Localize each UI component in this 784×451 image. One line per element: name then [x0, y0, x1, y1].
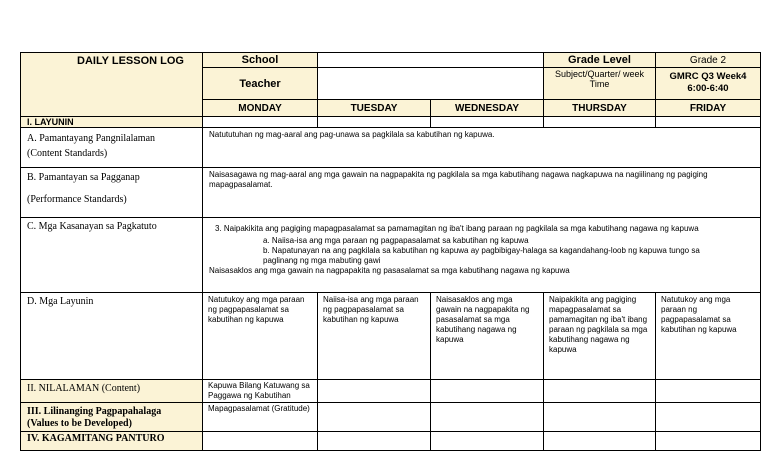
materials-thursday	[543, 431, 656, 451]
objective-monday: Natutukoy ang mga paraan ng pagpapasalamat sa kabutihan ng kapuwa	[202, 292, 318, 380]
objective-tuesday: Naiisa-isa ang mga paraan ng pagpapasalamat sa kabutihan ng kapuwa	[317, 292, 431, 380]
materials-label: IV. KAGAMITANG PANTURO	[20, 431, 203, 451]
day-header-monday: MONDAY	[202, 99, 318, 117]
dll-title: DAILY LESSON LOG	[77, 55, 184, 67]
day-header-wednesday: WEDNESDAY	[430, 99, 544, 117]
content-standards-text: Natututuhan ng mag-aaral ang pag-unawa sa pagkilala sa kabutihan ng kapuwa.	[202, 127, 761, 168]
nilalaman-label: II. NILALAMAN (Content)	[20, 379, 203, 403]
objective-friday: Natutukoy ang mga paraan ng pagpapasalamat sa kabutihan ng kapuwa	[655, 292, 761, 380]
competency-main: 3. Naipakikita ang pagiging mapagpasalamat sa pamamagitan ng iba't ibang paraan ng pagkilala sa mga kabutihang nagawa ng kapuwa	[215, 224, 699, 233]
values-wednesday	[430, 402, 544, 432]
materials-tuesday	[317, 431, 431, 451]
performance-standards-label: B. Pamantayan sa Pagganap (Performance Standards)	[20, 167, 203, 218]
grade-level-label: Grade Level	[543, 52, 656, 68]
time-label: Time	[589, 79, 610, 89]
nilalaman-tuesday	[317, 379, 431, 403]
objective-thursday: Naipakikita ang pagiging mapagpasalamat sa pamamagitan ng iba't ibang paraan ng pagkilala sa mga kabutihang nagawa ng kapuwa	[543, 292, 656, 380]
objective-wednesday: Naisasaklos ang mga gawain na nagpapakita ng pasasalamat sa mga kabutihang nagawa ng kapuwa	[430, 292, 544, 380]
subject-value: GMRC Q3 Week4	[669, 71, 747, 82]
nilalaman-wednesday	[430, 379, 544, 403]
teacher-label: Teacher	[202, 67, 318, 100]
competency-item-b: b. Napatunayan na ang pagkilala sa kabutihan ng kapuwa ay pagbibigay-halaga sa kagandahang-loob ng kapuwa tungo sa paglinang ng mga mabuting gawi	[263, 246, 700, 265]
school-label: School	[202, 52, 318, 68]
values-friday	[655, 402, 761, 432]
values-thursday	[543, 402, 656, 432]
nilalaman-friday	[655, 379, 761, 403]
materials-friday	[655, 431, 761, 451]
day-header-thursday: THURSDAY	[543, 99, 656, 117]
materials-monday	[202, 431, 318, 451]
competency-footer: Naisasaklos ang mga gawain na nagpapakita ng pasasalamat sa mga kabutihang nagawa ng kapuwa	[209, 266, 570, 275]
time-value: 6:00-6:40	[687, 83, 729, 94]
layunin-heading: I. LAYUNIN	[20, 116, 203, 128]
teacher-field[interactable]	[317, 67, 544, 100]
dll-title-cell	[20, 52, 203, 119]
day-header-tuesday: TUESDAY	[317, 99, 431, 117]
nilalaman-monday: Kapuwa Bilang Katuwang sa Paggawa ng Kabutihan	[202, 379, 318, 403]
subject-label: Subject/Quarter/ week	[554, 69, 645, 79]
nilalaman-thursday	[543, 379, 656, 403]
objectives-label: D. Mga Layunin	[20, 292, 203, 380]
values-monday: Mapagpasalamat (Gratitude)	[202, 402, 318, 432]
content-standards-label: A. Pamantayang Pangnilalaman (Content Standards)	[20, 127, 203, 168]
school-field[interactable]	[317, 52, 544, 68]
grade-level-value: Grade 2	[655, 52, 761, 68]
learning-competencies-text	[202, 217, 761, 293]
performance-standards-text: Naisasagawa ng mag-aaral ang mga gawain na nagpapakita ng pagkilala sa mga kabutihang nagawa nagkapuwa na nagiilinang ng pagiging mapagpasalamat.	[202, 167, 761, 218]
subject-label-cell	[543, 67, 656, 100]
learning-competencies-label: C. Mga Kasanayan sa Pagkatuto	[20, 217, 203, 293]
competency-item-a: a. Naiisa-isa ang mga paraan ng pagpapasalamat sa kabutihan ng kapuwa	[263, 236, 529, 245]
materials-wednesday	[430, 431, 544, 451]
values-tuesday	[317, 402, 431, 432]
values-label: III. Lilinanging Pagpapahalaga (Values to be Developed)	[20, 402, 203, 432]
subject-value-cell	[655, 67, 761, 100]
day-header-friday: FRIDAY	[655, 99, 761, 117]
